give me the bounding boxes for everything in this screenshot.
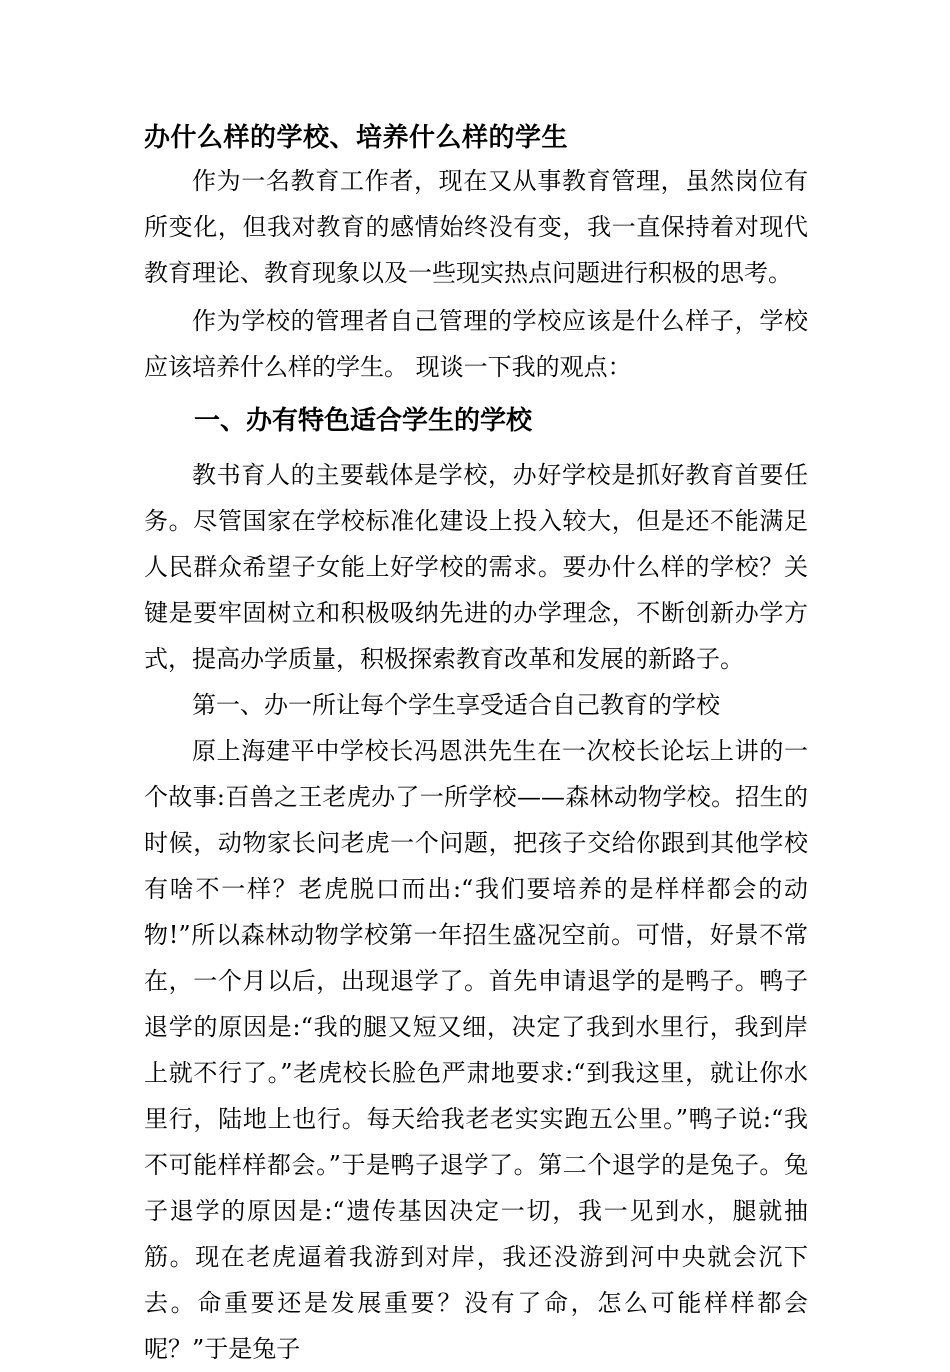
section-1-paragraph-1: 教书育人的主要载体是学校，办好学校是抓好教育首要任务。尽管国家在学校标准化建设上投入较大，但是还不能满足人民群众希望子女能上好学校的需求。要办什么样的学校？关键是要牢固树立和积极吸纳先进的办学理念，不断创新办学方式，提高办学质量，积极探索教育改革和发展的新路子。	[144, 461, 808, 673]
document-title: 办什么样的学校、培养什么样的学生	[144, 123, 569, 153]
section-1-subheading: 第一、办一所让每个学生享受适合自己教育的学校	[192, 691, 720, 719]
document-body	[144, 118, 808, 1372]
section-heading-1: 一、办有特色适合学生的学校	[194, 406, 533, 436]
intro-paragraph-2: 作为学校的管理者自己管理的学校应该是什么样子，学校应该培养什么样的学生。 现谈一下我的观点：	[144, 307, 808, 381]
intro-paragraph-1: 作为一名教育工作者，现在又从事教育管理，虽然岗位有所变化，但我对教育的感情始终没有变，我一直保持着对现代教育理论、教育现象以及一些现实热点问题进行积极的思考。	[144, 167, 808, 287]
section-1-paragraph-2: 原上海建平中学校长冯恩洪先生在一次校长论坛上讲的一个故事:百兽之王老虎办了一所学校——森林动物学校。招生的时候，动物家长问老虎一个问题，把孩子交给你跟到其他学校有啥不一样？老虎脱口而出:“我们要培养的是样样都会的动物!”所以森林动物学校第一年招生盛况空前。可惜，好景不常在，一个月以后，出现退学了。首先申请退学的是鸭子。鸭子退学的原因是:“我的腿又短又细，决定了我到水里行，我到岸上就不行了。”老虎校长脸色严肃地要求:“到我这里，就让你水里行，陆地上也行。每天给我老老实实跑五公里。”鸭子说:“我不可能样样都会。”于是鸭子退学了。第二个退学的是兔子。兔子退学的原因是:“遗传基因决定一切，我一见到水，腿就抽筋。现在老虎逼着我游到对岸，我还没游到河中央就会沉下去。命重要还是发展重要？没有了命，怎么可能样样都会呢？”于是兔子	[144, 737, 808, 1363]
